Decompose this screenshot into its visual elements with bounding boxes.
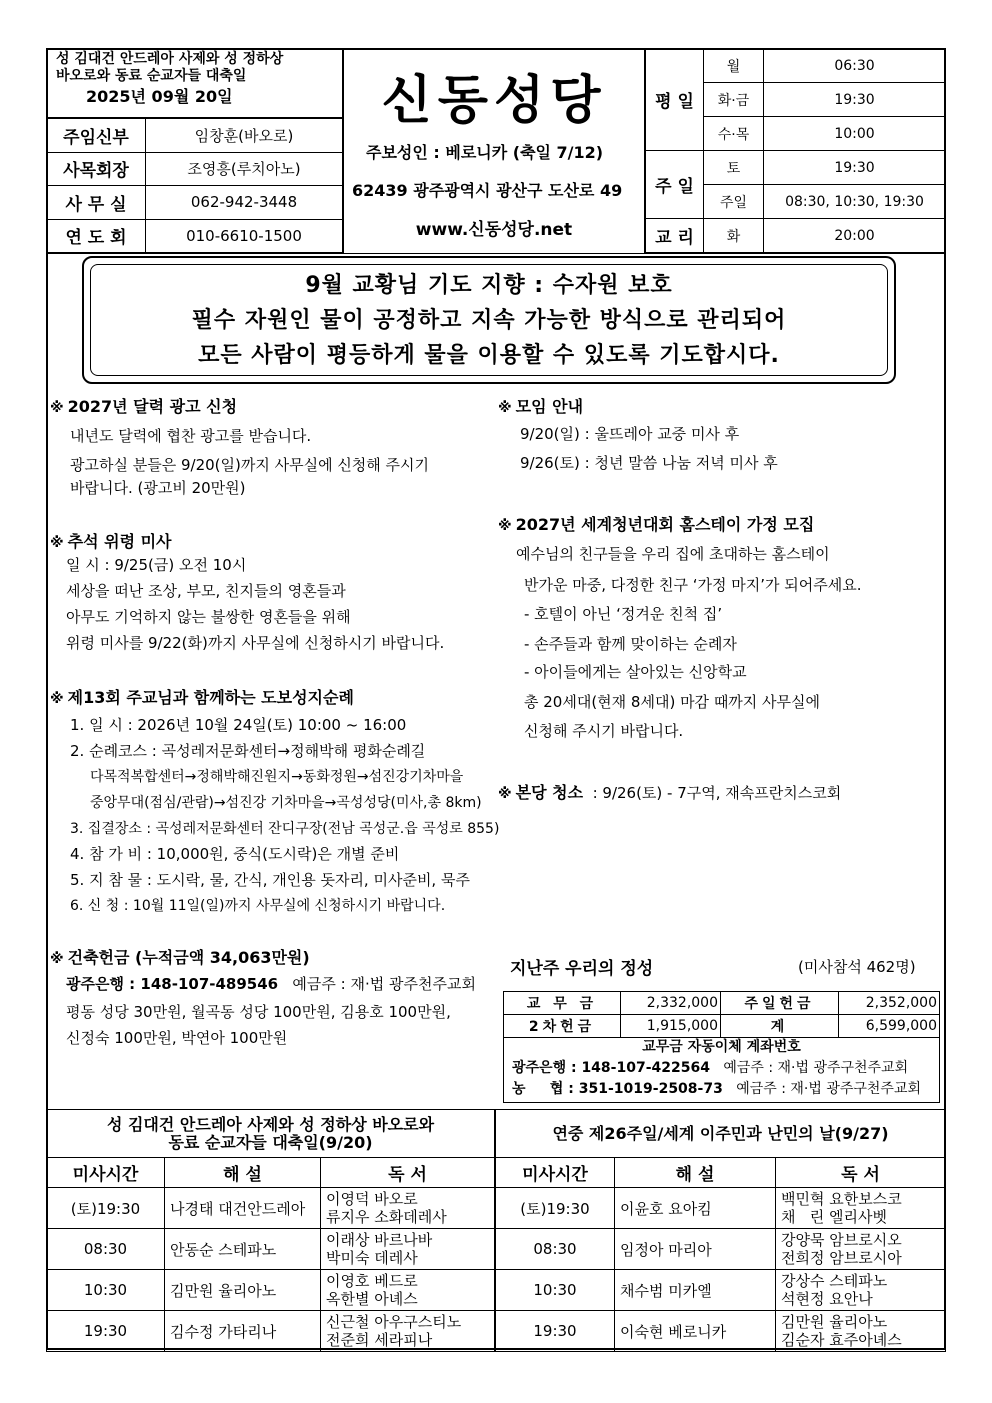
homestay-line: - 호텔이 아닌 ‘정겨운 친척 집’ bbox=[524, 605, 723, 623]
readers bbox=[776, 1229, 946, 1270]
reader: 이영덕 바오로 bbox=[326, 1190, 418, 1208]
reader: 옥한별 아녜스 bbox=[326, 1290, 418, 1308]
homestay-line: 예수님의 친구들을 우리 집에 초대하는 홈스테이 bbox=[516, 545, 830, 563]
readers bbox=[776, 1188, 946, 1229]
section-title-text: 건축헌금 (누적금액 34,063만원) bbox=[67, 948, 310, 967]
chuseok-line: 세상을 떠난 조상, 부모, 친지들의 영혼들과 bbox=[66, 582, 346, 600]
cleaning-title: 본당 청소 bbox=[515, 783, 584, 802]
table-row bbox=[496, 1270, 946, 1311]
homestay-line: - 아이들에게는 살아있는 신앙학교 bbox=[524, 663, 747, 681]
pilgrimage-line: 5. 지 참 물 : 도시락, 물, 간식, 개인용 돗자리, 미사준비, 묵주 bbox=[70, 871, 470, 889]
pilgrimage-title bbox=[50, 685, 354, 708]
readers bbox=[321, 1229, 495, 1270]
schedule-day: 토 bbox=[704, 151, 764, 185]
meeting-title bbox=[498, 394, 583, 417]
schedule-day: 월 bbox=[704, 49, 764, 83]
info-value: 조영흥(루치아노) bbox=[146, 152, 343, 186]
auto-transfer-title: 교무금 자동이체 계좌번호 bbox=[642, 1039, 801, 1055]
pilgrimage-line: 1. 일 시 : 2026년 10월 24일(토) 10:00 ~ 16:00 bbox=[70, 716, 407, 734]
feast-line2: 바오로와 동료 순교자들 대축일 bbox=[56, 68, 247, 84]
reader: 전희정 암브로시아 bbox=[781, 1249, 902, 1267]
commentator: 김수정 가타리나 bbox=[165, 1311, 321, 1352]
reader: 류지우 소화데레사 bbox=[326, 1208, 447, 1226]
building-fund-donor-line: 평동 성당 30만원, 월곡동 성당 100만원, 김용호 100만원, bbox=[66, 1003, 451, 1021]
schedule-day: 주일 bbox=[704, 185, 764, 219]
offering-label: 교 무 금 bbox=[504, 992, 621, 1015]
calendar-ad-line: 광고하실 분들은 9/20(일)까지 사무실에 신청해 주시기 bbox=[70, 456, 430, 474]
auto-transfer-box bbox=[503, 1037, 940, 1103]
patron-saint: 주보성인 : 베로니카 (축일 7/12) bbox=[366, 143, 604, 162]
table-row bbox=[496, 1229, 946, 1270]
section-title-text: 2027년 달력 광고 신청 bbox=[67, 397, 238, 416]
parish-address: 62439 광주광역시 광산구 도산로 49 bbox=[352, 181, 623, 200]
info-row bbox=[47, 186, 343, 220]
offering-value: 2,352,000 bbox=[839, 992, 940, 1015]
account-bank: 광주은행 : 148-107-422564 bbox=[512, 1060, 710, 1076]
pilgrimage-line: 4. 참 가 비 : 10,000원, 중식(도시락)은 개별 준비 bbox=[70, 845, 400, 863]
pilgrimage-line: 2. 순례코스 : 곡성레저문화센터→정해박해 평화순례길 bbox=[70, 742, 426, 760]
chuseok-mass-title bbox=[50, 529, 172, 552]
commentator: 이숙현 베로니카 bbox=[615, 1311, 776, 1352]
section-title-text: 2027년 세계청년대회 홈스테이 가정 모집 bbox=[515, 515, 815, 534]
mass-time: 10:30 bbox=[496, 1270, 615, 1311]
building-fund-account bbox=[66, 970, 476, 999]
reader: 이래상 바르나바 bbox=[326, 1231, 433, 1249]
offering-title: 지난주 우리의 정성 bbox=[510, 959, 654, 979]
ministry-caption: 성 김대건 안드레아 사제와 성 정하상 바오로와 동료 순교자들 대축일(9/20) bbox=[47, 1110, 495, 1158]
readers bbox=[321, 1311, 495, 1352]
header-divider bbox=[46, 253, 946, 254]
mass-schedule-table bbox=[645, 48, 946, 253]
readers bbox=[321, 1188, 495, 1229]
schedule-time: 19:30 bbox=[764, 151, 946, 185]
calendar-ad-title bbox=[50, 394, 237, 417]
commentator: 안동순 스테파노 bbox=[165, 1229, 321, 1270]
mass-time: (토)19:30 bbox=[496, 1188, 615, 1229]
account-bank: 농 협 : 351-1019-2508-73 bbox=[512, 1081, 723, 1097]
info-key: 연 도 회 bbox=[47, 219, 146, 253]
weekday-label: 평 일 bbox=[646, 49, 704, 151]
homestay-line: - 손주들과 함께 맞이하는 순례자 bbox=[524, 635, 737, 653]
header-middle bbox=[343, 48, 645, 253]
column-header: 해 설 bbox=[165, 1158, 321, 1188]
meeting-line: 9/26(토) : 청년 말씀 나눔 저녁 미사 후 bbox=[520, 454, 778, 472]
info-key: 사목회장 bbox=[47, 152, 146, 186]
offering-value: 6,599,000 bbox=[839, 1015, 940, 1038]
readers bbox=[776, 1311, 946, 1352]
column-header: 해 설 bbox=[615, 1158, 776, 1188]
sunday-label: 주 일 bbox=[646, 151, 704, 219]
attendance-count: (미사참석 462명) bbox=[798, 958, 916, 976]
reference-mark-icon: ※ bbox=[50, 400, 64, 416]
ministry-table-right bbox=[495, 1109, 946, 1352]
feast-box bbox=[46, 48, 343, 118]
reader: 석현정 요안나 bbox=[781, 1290, 873, 1308]
pilgrimage-line: 중앙무대(점심/관람)→섬진강 기차마을→곡성성당(미사,총 8km) bbox=[90, 795, 482, 811]
section-title-text: 모임 안내 bbox=[515, 397, 584, 416]
readers bbox=[776, 1270, 946, 1311]
column-header: 미사시간 bbox=[47, 1158, 165, 1188]
building-fund-donor-line: 신정숙 100만원, 박연아 100만원 bbox=[66, 1029, 288, 1047]
pilgrimage-line: 3. 집결장소 : 곡성레저문화센터 잔디구장(전남 곡성군.읍 곡성로 855) bbox=[70, 821, 500, 837]
schedule-day: 수·목 bbox=[704, 117, 764, 151]
column-header: 독 서 bbox=[321, 1158, 495, 1188]
header-left bbox=[46, 48, 343, 253]
reader: 백민혁 요한보스코 bbox=[781, 1190, 902, 1208]
offering-value: 2,332,000 bbox=[621, 992, 721, 1015]
table-row bbox=[47, 1229, 495, 1270]
reader: 신근철 아우구스티노 bbox=[326, 1313, 462, 1331]
mass-time: 19:30 bbox=[47, 1311, 165, 1352]
pilgrimage-line: 6. 신 청 : 10월 11일(일)까지 사무실에 신청하시기 바랍니다. bbox=[70, 898, 446, 914]
auto-transfer-account bbox=[504, 1079, 939, 1100]
catechism-label: 교 리 bbox=[646, 219, 704, 253]
building-fund-bank: 광주은행 : 148-107-489546 bbox=[66, 975, 279, 993]
commentator: 김만원 율리아노 bbox=[165, 1270, 321, 1311]
chuseok-line: 위령 미사를 9/22(화)까지 사무실에 신청하시기 바랍니다. bbox=[66, 634, 445, 652]
homestay-line: 반가운 마중, 다정한 친구 ‘가정 마지’가 되어주세요. bbox=[524, 576, 862, 594]
reader: 강양묵 암브로시오 bbox=[781, 1231, 902, 1249]
chuseok-line: 아무도 기억하지 않는 불쌍한 영혼들을 위해 bbox=[66, 608, 351, 626]
schedule-time: 06:30 bbox=[764, 49, 946, 83]
prayer-intention-text bbox=[90, 264, 888, 376]
parish-title: 신동성당 bbox=[381, 71, 607, 131]
homestay-title bbox=[498, 512, 814, 535]
schedule-time: 19:30 bbox=[764, 83, 946, 117]
parish-website: www.신동성당.net bbox=[415, 220, 573, 240]
mass-time: 19:30 bbox=[496, 1311, 615, 1352]
offering-label: 계 bbox=[721, 1015, 839, 1038]
reader: 김순자 효주아녜스 bbox=[781, 1331, 902, 1349]
mass-time: 08:30 bbox=[47, 1229, 165, 1270]
reader: 전준희 세라피나 bbox=[326, 1331, 433, 1349]
building-fund-holder: 예금주 : 재·법 광주천주교회 bbox=[292, 975, 476, 993]
homestay-line: 총 20세대(현재 8세대) 마감 때까지 사무실에 bbox=[524, 693, 821, 711]
offering-row bbox=[504, 1015, 940, 1038]
prayer-line: 필수 자원인 물이 공정하고 지속 가능한 방식으로 관리되어 bbox=[191, 308, 787, 333]
cleaning-text: : 9/26(토) - 7구역, 재속프란치스코회 bbox=[592, 784, 842, 802]
table-row bbox=[496, 1311, 946, 1352]
table-row bbox=[496, 1188, 946, 1229]
meeting-line: 9/20(일) : 울뜨레아 교중 미사 후 bbox=[520, 425, 740, 443]
info-row bbox=[47, 119, 343, 153]
reference-mark-icon: ※ bbox=[50, 951, 64, 967]
prayer-line: 9월 교황님 기도 지향 : 수자원 보호 bbox=[305, 273, 673, 298]
calendar-ad-line: 내년도 달력에 협찬 광고를 받습니다. bbox=[70, 427, 312, 445]
bulletin-date: 2025년 09월 20일 bbox=[86, 87, 233, 106]
info-value: 임창훈(바오로) bbox=[146, 119, 343, 153]
ministry-caption: 연중 제26주일/세계 이주민과 난민의 날(9/27) bbox=[496, 1110, 946, 1158]
readers bbox=[321, 1270, 495, 1311]
section-title-text: 제13회 주교님과 함께하는 도보성지순례 bbox=[67, 688, 354, 707]
mass-time: (토)19:30 bbox=[47, 1188, 165, 1229]
column-header: 미사시간 bbox=[496, 1158, 615, 1188]
calendar-ad-line: 바랍니다. (광고비 20만원) bbox=[70, 479, 246, 497]
homestay-line: 신청해 주시기 바랍니다. bbox=[524, 722, 684, 740]
info-value: 062-942-3448 bbox=[146, 186, 343, 220]
info-row bbox=[47, 152, 343, 186]
table-row bbox=[47, 1188, 495, 1229]
offering-label: 주일헌금 bbox=[721, 992, 839, 1015]
commentator: 임정아 마리아 bbox=[615, 1229, 776, 1270]
prayer-line: 모든 사람이 평등하게 물을 이용할 수 있도록 기도합시다. bbox=[198, 343, 780, 368]
reader: 김만원 율리아노 bbox=[781, 1313, 888, 1331]
info-key: 주임신부 bbox=[47, 119, 146, 153]
column-header: 독 서 bbox=[776, 1158, 946, 1188]
cleaning-notice bbox=[498, 780, 841, 803]
commentator: 이윤호 요아킴 bbox=[615, 1188, 776, 1229]
reference-mark-icon: ※ bbox=[498, 786, 512, 802]
feast-line1: 성 김대건 안드레아 사제와 성 정하상 bbox=[56, 51, 284, 67]
account-holder: 예금주 : 재·법 광주구천주교회 bbox=[723, 1060, 909, 1076]
offering-label: 2차헌금 bbox=[504, 1015, 621, 1038]
schedule-time: 10:00 bbox=[764, 117, 946, 151]
offering-value: 1,915,000 bbox=[621, 1015, 721, 1038]
pilgrimage-line: 다목적복합센터→정해박해진원지→동화정원→섬진강기차마을 bbox=[90, 769, 464, 785]
ministry-table-left bbox=[46, 1109, 495, 1352]
schedule-time: 08:30, 10:30, 19:30 bbox=[764, 185, 946, 219]
mass-time: 10:30 bbox=[47, 1270, 165, 1311]
info-row bbox=[47, 219, 343, 253]
parish-info-table bbox=[46, 118, 343, 253]
building-fund-title bbox=[50, 945, 310, 968]
reference-mark-icon: ※ bbox=[498, 518, 512, 534]
reference-mark-icon: ※ bbox=[50, 691, 64, 707]
info-key: 사 무 실 bbox=[47, 186, 146, 220]
schedule-time: 20:00 bbox=[764, 219, 946, 253]
prayer-intention-box bbox=[82, 256, 896, 384]
account-holder: 예금주 : 재·법 광주구천주교회 bbox=[736, 1081, 922, 1097]
offering-table bbox=[503, 991, 940, 1038]
table-row bbox=[47, 1311, 495, 1352]
reader: 이영호 베드로 bbox=[326, 1272, 418, 1290]
info-value: 010-6610-1500 bbox=[146, 219, 343, 253]
chuseok-line: 일 시 : 9/25(금) 오전 10시 bbox=[66, 556, 247, 574]
reader: 박미숙 데레사 bbox=[326, 1249, 418, 1267]
commentator: 채수범 미카엘 bbox=[615, 1270, 776, 1311]
table-row bbox=[47, 1270, 495, 1311]
reference-mark-icon: ※ bbox=[50, 535, 64, 551]
reference-mark-icon: ※ bbox=[498, 400, 512, 416]
auto-transfer-account bbox=[504, 1058, 939, 1079]
reader: 채 린 엘리사벳 bbox=[781, 1208, 888, 1226]
reader: 강상수 스테파노 bbox=[781, 1272, 888, 1290]
commentator: 나경태 대건안드레아 bbox=[165, 1188, 321, 1229]
mass-time: 08:30 bbox=[496, 1229, 615, 1270]
section-title-text: 추석 위령 미사 bbox=[67, 532, 172, 551]
schedule-day: 화·금 bbox=[704, 83, 764, 117]
schedule-day: 화 bbox=[704, 219, 764, 253]
offering-row bbox=[504, 992, 940, 1015]
